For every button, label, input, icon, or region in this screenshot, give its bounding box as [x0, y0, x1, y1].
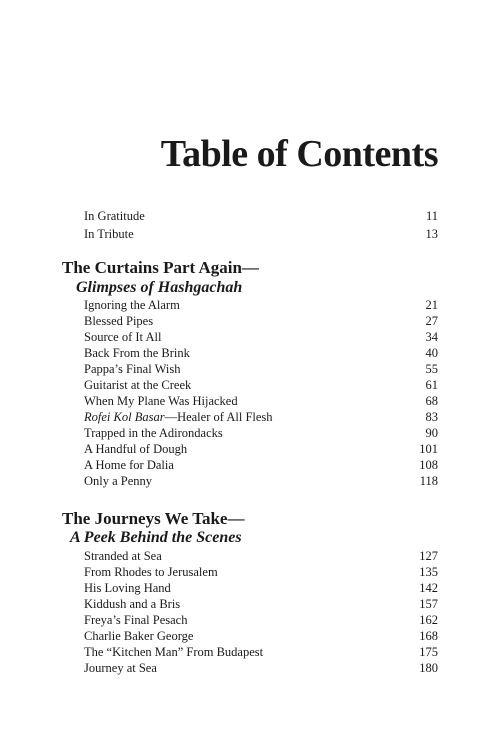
entry-label: Kiddush and a Bris: [84, 597, 181, 611]
entry-page-number: 27: [425, 314, 438, 328]
entry-label: In Tribute: [84, 227, 134, 241]
entry-label: In Gratitude: [84, 209, 145, 223]
entry-label: Stranded at Sea: [84, 549, 162, 563]
toc-entry[interactable]: [84, 580, 438, 596]
entry-label: From Rhodes to Jerusalem: [84, 565, 218, 579]
toc-entry[interactable]: [84, 425, 438, 441]
toc-entry[interactable]: [84, 457, 438, 473]
toc-entry[interactable]: [84, 313, 438, 329]
entry-page-number: 142: [419, 581, 438, 595]
entry-label-italic: Rofei Kol Basar: [84, 410, 165, 424]
part-subtitle: Glimpses of Hashgachah: [76, 279, 243, 296]
entry-page-number: 101: [419, 442, 438, 456]
page-title: Table of Contents: [160, 133, 438, 175]
toc-entry[interactable]: [84, 628, 438, 644]
toc-entry[interactable]: [84, 329, 438, 345]
toc-entry[interactable]: [84, 644, 438, 660]
entry-label: When My Plane Was Hijacked: [84, 394, 238, 408]
toc-entry-in-gratitude[interactable]: [84, 208, 438, 224]
entry-page-number: 83: [425, 410, 438, 424]
entry-label: [84, 409, 273, 425]
toc-entry[interactable]: [84, 473, 438, 489]
toc-entry[interactable]: [84, 612, 438, 628]
entry-label: Only a Penny: [84, 474, 153, 488]
toc-entry[interactable]: [84, 393, 438, 409]
entry-label: Freya’s Final Pesach: [84, 613, 188, 627]
entry-label: The “Kitchen Man” From Budapest: [84, 645, 264, 659]
entry-page-number: 13: [425, 227, 438, 241]
entry-page-number: 168: [419, 629, 438, 643]
entry-label: Ignoring the Alarm: [84, 298, 180, 312]
entry-page-number: 127: [419, 549, 438, 563]
toc-entry[interactable]: [84, 596, 438, 612]
entry-label-rest: —Healer of All Flesh: [164, 410, 273, 424]
entry-label: Journey at Sea: [84, 661, 157, 675]
toc-entry-in-tribute[interactable]: [84, 226, 438, 242]
entry-page-number: 108: [419, 458, 438, 472]
entry-page-number: 90: [425, 426, 438, 440]
entry-page-number: 118: [419, 474, 438, 488]
entry-label: His Loving Hand: [84, 581, 171, 595]
part-title: The Journeys We Take—: [62, 509, 245, 528]
entry-page-number: 21: [425, 298, 438, 312]
entry-page-number: 162: [419, 613, 438, 627]
entry-label: Guitarist at the Creek: [84, 378, 192, 392]
entry-label: A Handful of Dough: [84, 442, 188, 456]
toc-entry[interactable]: [84, 660, 438, 676]
part-title: The Curtains Part Again—: [62, 258, 259, 277]
entry-page-number: 135: [419, 565, 438, 579]
entry-page-number: 157: [419, 597, 438, 611]
toc-entry[interactable]: [84, 377, 438, 393]
entry-page-number: 55: [425, 362, 438, 376]
entry-page-number: 11: [425, 209, 438, 223]
toc-entry[interactable]: [84, 345, 438, 361]
entry-label: Blessed Pipes: [84, 314, 154, 328]
entry-label: Back From the Brink: [84, 346, 190, 360]
entry-page-number: 61: [425, 378, 438, 392]
entry-page-number: 180: [419, 661, 438, 675]
entry-label: Pappa’s Final Wish: [84, 362, 181, 376]
toc-entry[interactable]: [84, 361, 438, 377]
toc-entry[interactable]: [84, 297, 438, 313]
toc-entry[interactable]: [84, 564, 438, 580]
entry-label: Source of It All: [84, 330, 162, 344]
entry-page-number: 40: [425, 346, 438, 360]
toc-entry[interactable]: [84, 548, 438, 564]
entry-page-number: 175: [419, 645, 438, 659]
entry-label: Trapped in the Adirondacks: [84, 426, 223, 440]
entry-page-number: 34: [425, 330, 438, 344]
part-subtitle: A Peek Behind the Scenes: [70, 529, 242, 546]
entry-label: Charlie Baker George: [84, 629, 194, 643]
entry-page-number: 68: [425, 394, 438, 408]
toc-entry[interactable]: [84, 409, 438, 425]
toc-entry[interactable]: [84, 441, 438, 457]
entry-label: A Home for Dalia: [84, 458, 174, 472]
